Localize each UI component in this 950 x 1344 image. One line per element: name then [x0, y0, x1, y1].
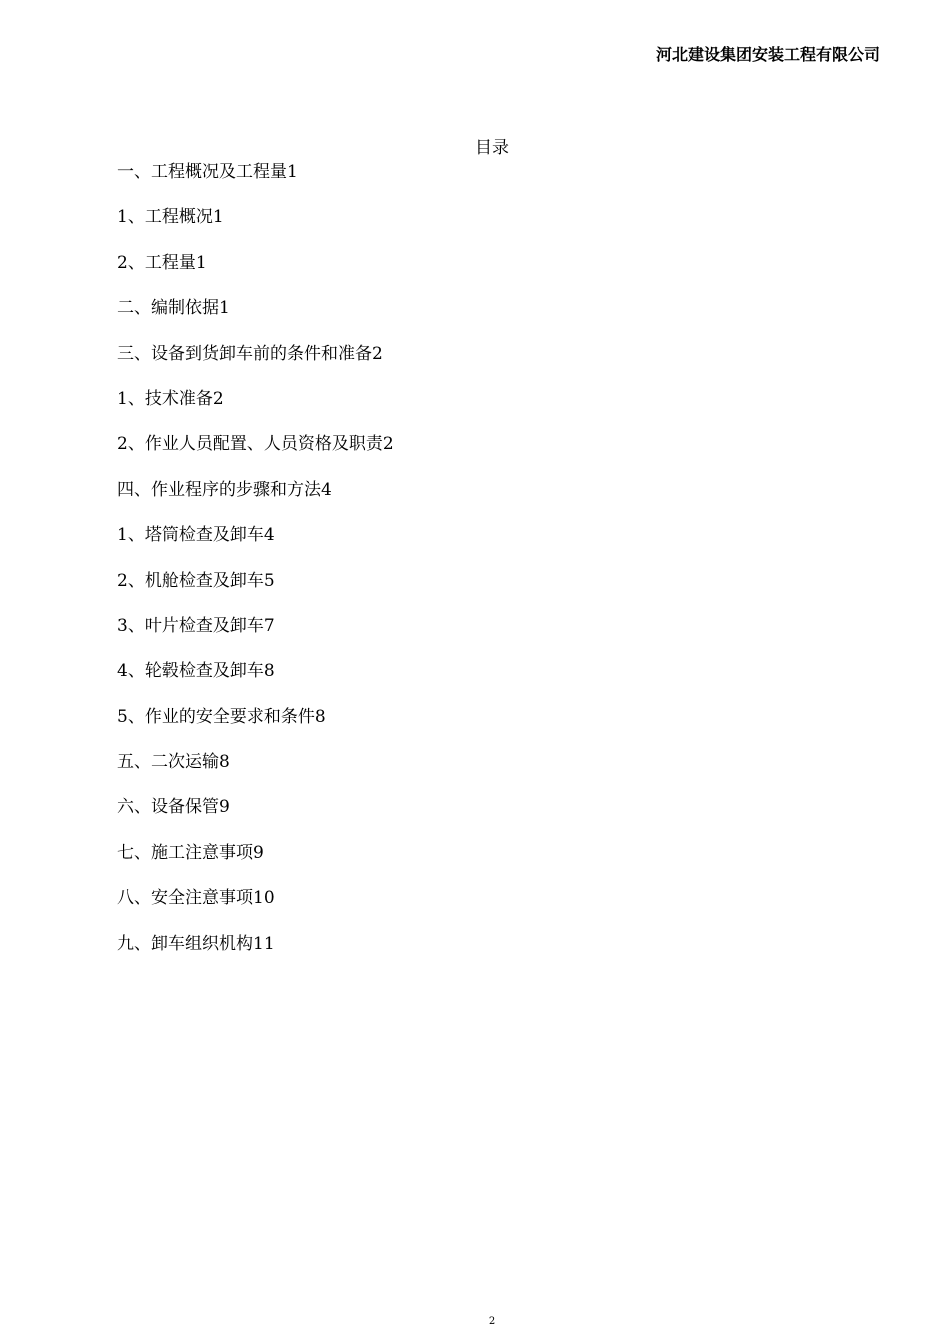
toc-entry[interactable]: 2、作业人员配置、人员资格及职责2 — [117, 434, 394, 455]
toc-entry[interactable]: 三、设备到货卸车前的条件和准备2 — [117, 343, 383, 364]
toc-list — [117, 161, 394, 978]
toc-entry[interactable]: 四、作业程序的步骤和方法4 — [117, 479, 332, 500]
toc-entry[interactable]: 一、工程概况及工程量1 — [117, 162, 298, 182]
toc-entry[interactable]: 八、安全注意事项10 — [117, 888, 275, 909]
toc-entry[interactable]: 4、轮毂检查及卸车8 — [117, 661, 275, 682]
toc-title: 目录 — [475, 138, 509, 158]
toc-entry[interactable]: 1、塔筒检查及卸车4 — [117, 525, 275, 546]
toc-entry[interactable]: 六、设备保管9 — [117, 797, 230, 818]
toc-entry[interactable]: 七、施工注意事项9 — [117, 842, 264, 863]
toc-entry[interactable]: 3、叶片检查及卸车7 — [117, 615, 275, 636]
toc-entry[interactable]: 九、卸车组织机构11 — [117, 933, 275, 954]
toc-entry[interactable]: 1、技术准备2 — [117, 388, 224, 409]
toc-entry[interactable]: 2、工程量1 — [117, 252, 207, 273]
toc-entry[interactable]: 二、编制依据1 — [117, 298, 230, 319]
header-company-name: 河北建设集团安装工程有限公司 — [656, 45, 881, 64]
toc-entry[interactable]: 5、作业的安全要求和条件8 — [117, 706, 326, 727]
toc-entry[interactable]: 五、二次运输8 — [117, 752, 230, 773]
toc-entry[interactable]: 2、机舱检查及卸车5 — [117, 570, 275, 591]
toc-entry[interactable]: 1、工程概况1 — [117, 207, 224, 228]
page-number: 2 — [488, 1316, 496, 1327]
